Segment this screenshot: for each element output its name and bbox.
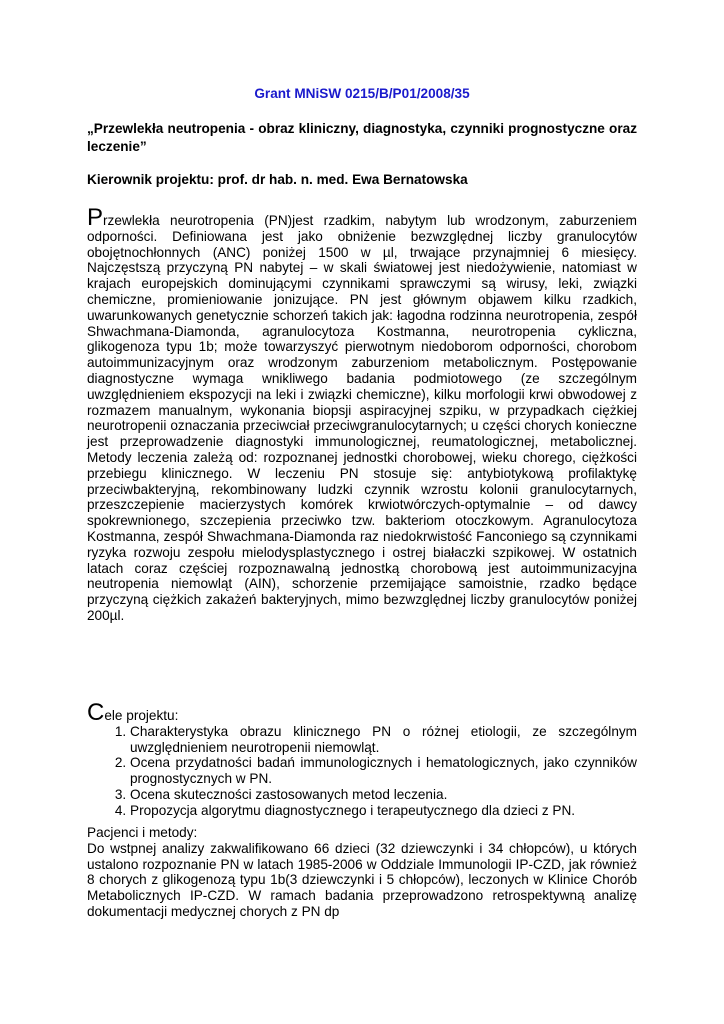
goals-dropcap: C xyxy=(87,699,105,726)
goals-heading xyxy=(87,699,637,726)
goal-item: 3. Ocena skuteczności zastosowanych metod leczenia. xyxy=(130,787,637,803)
methods-section xyxy=(87,825,637,920)
goals-heading-text: ele projektu: xyxy=(104,708,179,723)
methods-heading: Pacjenci i metody: xyxy=(87,825,198,840)
goals-list xyxy=(87,724,637,819)
project-leader: Kierownik projektu: prof. dr hab. n. med. Ewa Bernatowska xyxy=(87,172,468,187)
goal-item: 1. Charakterystyka obrazu klinicznego PN o różnej etiologii, ze szczególnym uwzględnieniem neurotropenii niemowląt. xyxy=(130,724,637,756)
project-title: „Przewlekła neutropenia - obraz kliniczny, diagnostyka, czynniki prognostyczne oraz leczenie” xyxy=(87,121,637,154)
goals-section xyxy=(87,699,637,819)
goal-item: 4. Propozycja algorytmu diagnostycznego i terapeutycznego dla dzieci z PN. xyxy=(130,803,637,819)
intro-dropcap: P xyxy=(87,204,104,231)
intro-text: rzewlekła neurotropenia (PN)jest rzadkim, nabytym lub wrodzonym, zaburzeniem odporności. Definiowana jest jako obniżenie bezwzględnej liczby granulocytów obojętnochłonnych (ANC) poniżej 1500 w µl, trwające przynajmniej 6 miesięcy. Najczęstszą przyczyną PN nabytej – w skali światowej jest niedożywienie, natomiast w krajach europejskich dominującymi czynnikami sprawczymi są wirusy, leki, związki chemiczne, promieniowanie jonizujące. PN jest głównym objawem kilku rzadkich, uwarunkowanych genetycznie schorzeń takich jak: łagodna rodzinna neurotropenia, zespół Shwachmana-Diamonda, agranulocytoza Kostmanna, neurotropenia cykliczna, glikogenoza typu 1b; może towarzyszyć pierwotnym niedoborom odporności, chorobom autoimmunizacyjnym oraz wrodzonym zaburzeniom metabolicznym. Postępowanie diagnostyczne wymaga wnikliwego badania podmiotowego (ze szczególnym uwzględnieniem ekspozycji na leki i związki chemiczne), kilku morfologii krwi obwodowej z rozmazem manualnym, wykonania biopsji aspiracyjnej szpiku, w przypadkach ciężkiej neurotropenii oznaczania przeciwciał przeciwgranulocytarnych; u części chorych konieczne jest przeprowadzenie diagnostyki immunologicznej, reumatologicznej, metabolicznej. Metody leczenia zależą od: rozpoznanej jednostki chorobowej, wieku chorego, ciężkości przebiegu klinicznego. W leczeniu PN stosuje się: antybiotykową profilaktykę przeciwbakteryjną, rekombinowany ludzki czynnik wzrostu kolonii granulocytarnych, przeszczepienie macierzystych komórek krwiotwórczych-optymalnie – od dawcy spokrewnionego, szczepienia przeciwko tzw. bakteriom otoczkowym. Agranulocytoza Kostmanna, zespół Shwachmana-Diamonda raz niedokrwistość Fanconiego są czynnikami ryzyka rozwoju zespołu mielodysplastycznego i ostrej białaczki szpikowej. W ostatnich latach coraz częściej rozpoznawalną jednostką chorobową jest autoimmunizacyjna neutropenia niemowląt (AIN), schorzenie przemijające samoistnie, rzadko będące przyczyną ciężkich zakażeń bakteryjnych, mimo bezwzględnej liczby granulocytów poniżej 200µl. xyxy=(87,213,637,623)
goal-item: 2. Ocena przydatności badań immunologicznych i hematologicznych, jako czynników prognostycznych w PN. xyxy=(130,755,637,787)
intro-paragraph xyxy=(87,204,637,624)
grant-number: Grant MNiSW 0215/B/P01/2008/35 xyxy=(254,86,470,101)
methods-text: Do wstpnej analizy zakwalifikowano 66 dzieci (32 dziewczynki i 34 chłopców), u których ustalono rozpoznanie PN w latach 1985-2006 w Oddziale Immunologii IP-CZD, jak również 8 chorych z glikogenozą typu 1b(3 dziewczynki i 5 chłopców), leczonych w Klinice Chorób Metabolicznych IP-CZD. W ramach badania przeprowadzono retrospektywną analizę dokumentacji medycznej chorych z PN dp xyxy=(87,840,637,919)
